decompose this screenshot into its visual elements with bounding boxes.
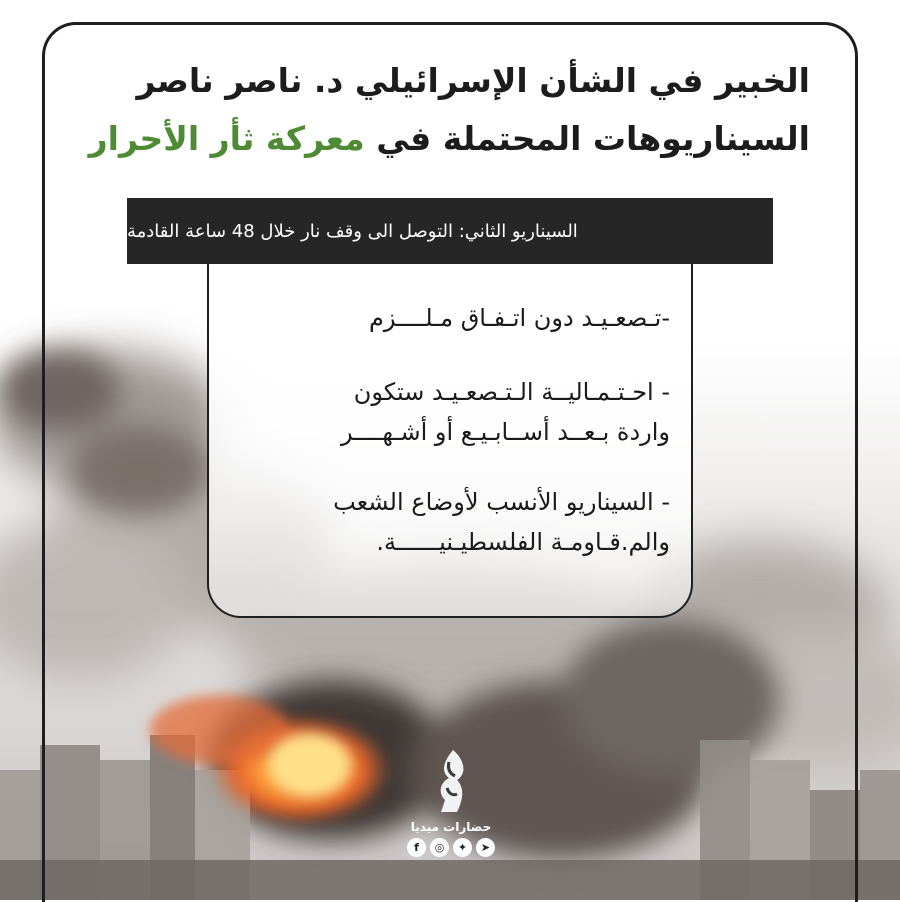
twitter-icon[interactable]: ✦ (453, 838, 472, 857)
brand-logo-block (396, 748, 506, 857)
point-probability-line-2: واردة بـعــد أســابـيـع أو أشـهــــر (341, 418, 670, 446)
headline-line-2-main: السيناريوهات المحتملة في (364, 119, 810, 158)
point-best-scenario-line-2: والم.قـاومـة الفلسطيـنيــــــة. (376, 528, 670, 556)
headline-line-2 (70, 110, 810, 168)
headline (70, 52, 810, 168)
point-best-scenario-line-1: - السيناريو الأنسب لأوضاع الشعب (333, 488, 670, 516)
headline-line-1: الخبير في الشأن الإسرائيلي د. ناصر ناصر (136, 61, 810, 100)
brand-name: حضارات ميديا (410, 820, 492, 834)
instagram-icon[interactable]: ◎ (430, 838, 449, 857)
scenario-bar (127, 198, 773, 264)
scenario-title: السيناريو الثاني: التوصل الى وقف نار خلال 48 ساعة القادمة (127, 220, 578, 242)
headline-accent: معركة ثأر الأحرار (88, 119, 365, 158)
social-icons (396, 838, 506, 857)
point-probability-line-1: - احـتـمـاليــة الـتـصعـيـد ستكون (353, 378, 670, 406)
facebook-icon[interactable]: f (407, 838, 426, 857)
telegram-icon[interactable]: ➤ (476, 838, 495, 857)
scenario-points (333, 298, 670, 562)
point-escalation: -تـصعـيـد دون اتـفـاق مـلــــزم (369, 304, 670, 332)
brand-logo-icon (423, 748, 479, 814)
